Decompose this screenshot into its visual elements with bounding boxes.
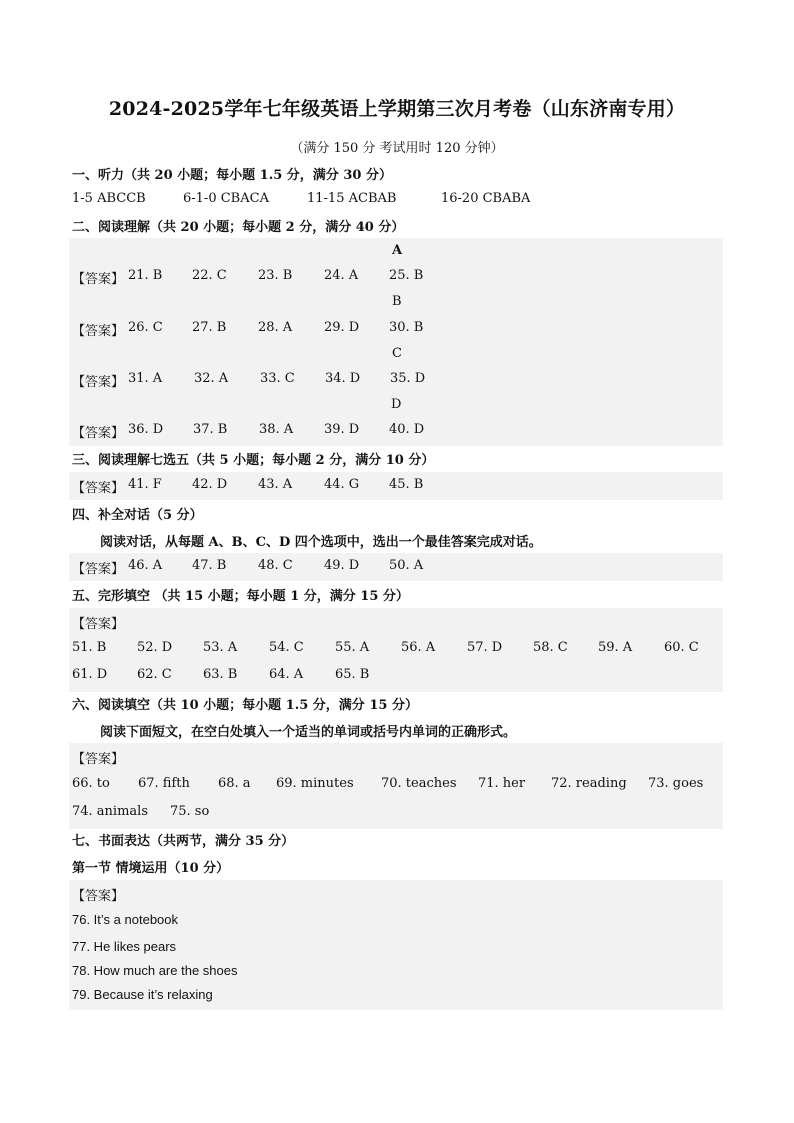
answer-item: 49. D [324, 558, 360, 573]
seven-five-heading: 三、阅读理解七选五（共 5 小题；每小题 2 分，满分 10 分） [72, 453, 435, 468]
answer-item: 73. goes [648, 776, 704, 791]
listening-group: 1-5 ABCCB [72, 191, 146, 206]
answer-label: 【答案】 [72, 272, 125, 287]
passage-letter: B [392, 294, 402, 309]
answer-item: 32. A [194, 371, 229, 386]
answer-item: 63. B [203, 667, 238, 682]
writing-section-1: 第一节 情境运用（10 分） [72, 861, 230, 876]
writing-heading: 七、书面表达（共两节，满分 35 分） [72, 834, 295, 849]
fill-heading: 六、阅读填空（共 10 小题；每小题 1.5 分，满分 15 分） [72, 698, 418, 713]
answer-item: 24. A [324, 268, 359, 283]
answer-item: 35. D [390, 371, 426, 386]
answer-item: 66. to [72, 776, 110, 791]
fill-instruction: 阅读下面短文，在空白处填入一个适当的单词或括号内单词的正确形式。 [100, 725, 517, 740]
answer-item: 40. D [389, 422, 425, 437]
answer-item: 72. reading [551, 776, 627, 791]
answer-label: 【答案】 [72, 324, 125, 339]
listening-group: 16-20 CBABA [441, 191, 531, 206]
answer-item: 34. D [325, 371, 361, 386]
page-subtitle: （满分 150 分 考试用时 120 分钟） [290, 141, 504, 156]
answer-item: 58. C [533, 640, 568, 655]
answer-item: 36. D [128, 422, 164, 437]
answer-item: 23. B [258, 268, 293, 283]
answer-item: 53. A [203, 640, 238, 655]
answer-item: 75. so [170, 804, 210, 819]
answer-item: 78. How much are the shoes [72, 963, 238, 978]
page-title: 2024-2025学年七年级英语上学期第三次月考卷（山东济南专用） [108, 98, 686, 120]
answer-item: 62. C [137, 667, 172, 682]
answer-item: 61. D [72, 667, 108, 682]
answer-item: 25. B [389, 268, 424, 283]
answer-item: 70. teaches [381, 776, 457, 791]
answer-item: 69. minutes [276, 776, 354, 791]
answer-label: 【答案】 [72, 562, 125, 577]
answer-label: 【答案】 [72, 889, 125, 904]
answer-item: 39. D [324, 422, 360, 437]
passage-letter: D [391, 397, 402, 412]
answer-item: 46. A [128, 558, 163, 573]
answer-item: 44. G [324, 477, 360, 492]
answer-item: 76. It’s a notebook [72, 912, 179, 927]
answer-label: 【答案】 [72, 617, 125, 632]
answer-item: 68. a [218, 776, 251, 791]
reading-heading: 二、阅读理解（共 20 小题；每小题 2 分，满分 40 分） [72, 220, 405, 235]
answer-item: 45. B [389, 477, 424, 492]
answer-item: 77. He likes pears [72, 939, 177, 954]
answer-item: 65. B [335, 667, 370, 682]
answer-item: 26. C [128, 320, 163, 335]
answer-item: 48. C [258, 558, 293, 573]
answer-item: 64. A [269, 667, 304, 682]
answer-label: 【答案】 [72, 481, 125, 496]
answer-item: 71. her [478, 776, 526, 791]
answer-item: 27. B [192, 320, 227, 335]
answer-label: 【答案】 [72, 375, 125, 390]
answer-item: 60. C [664, 640, 699, 655]
dialogue-heading: 四、补全对话（5 分） [72, 508, 203, 523]
answer-item: 55. A [335, 640, 370, 655]
listening-group: 11-15 ACBAB [307, 191, 397, 206]
answer-item: 42. D [192, 477, 228, 492]
answer-item: 38. A [259, 422, 294, 437]
answer-item: 31. A [128, 371, 163, 386]
answer-item: 57. D [467, 640, 503, 655]
answer-item: 30. B [389, 320, 424, 335]
cloze-heading: 五、完形填空 （共 15 小题；每小题 1 分，满分 15 分） [72, 589, 409, 604]
answer-label: 【答案】 [72, 426, 125, 441]
answer-item: 54. C [269, 640, 304, 655]
answer-item: 37. B [193, 422, 228, 437]
answer-item: 33. C [260, 371, 295, 386]
answer-item: 43. A [258, 477, 293, 492]
answer-item: 21. B [128, 268, 163, 283]
answer-item: 50. A [389, 558, 424, 573]
listening-group: 6-1-0 CBACA [183, 191, 269, 206]
answer-item: 29. D [324, 320, 360, 335]
answer-item: 28. A [258, 320, 293, 335]
answer-item: 79. Because it’s relaxing [72, 987, 213, 1002]
answer-item: 22. C [192, 268, 227, 283]
answer-item: 74. animals [72, 804, 148, 819]
answer-item: 51. B [72, 640, 107, 655]
answer-item: 41. F [128, 477, 162, 492]
passage-letter: C [392, 346, 402, 361]
answer-item: 67. fifth [138, 776, 190, 791]
answer-label: 【答案】 [72, 752, 125, 767]
listening-heading: 一、听力（共 20 小题；每小题 1.5 分，满分 30 分） [72, 168, 392, 183]
answer-item: 52. D [137, 640, 173, 655]
dialogue-instruction: 阅读对话，从每题 A、B、C、D 四个选项中，选出一个最佳答案完成对话。 [100, 535, 542, 550]
passage-letter: A [392, 243, 403, 258]
answer-item: 56. A [401, 640, 436, 655]
answer-item: 47. B [192, 558, 227, 573]
answer-item: 59. A [598, 640, 633, 655]
